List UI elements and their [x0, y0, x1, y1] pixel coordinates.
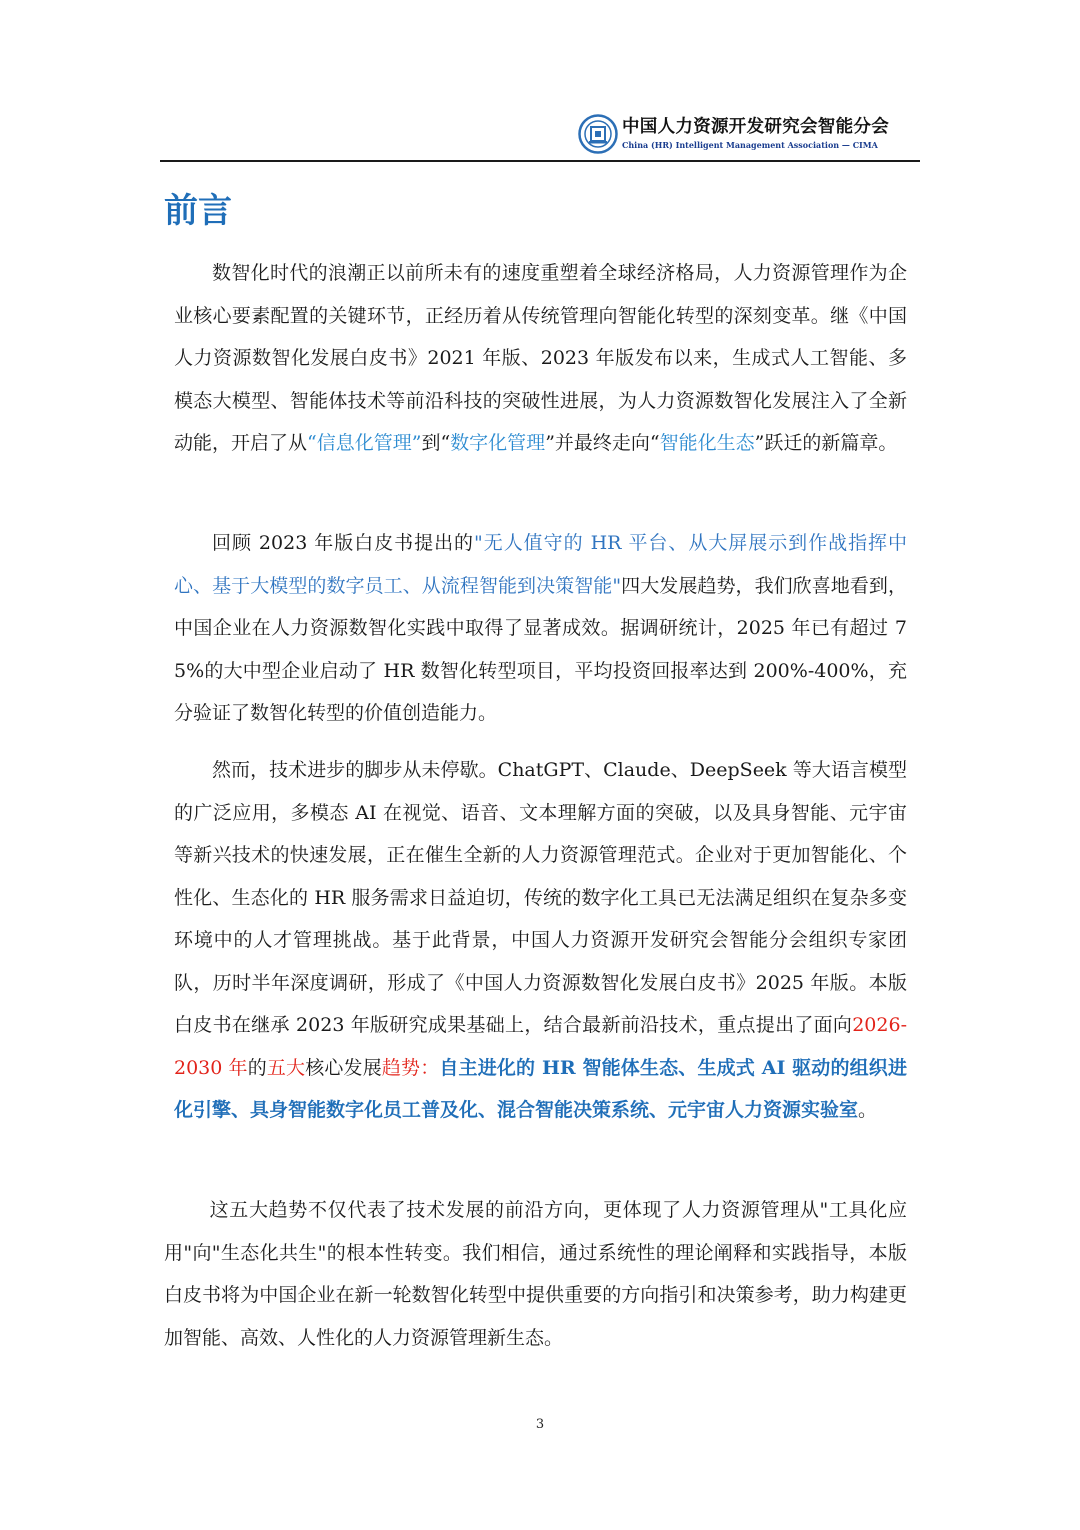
org-name-en: China (HR) Intelligent Management Association — CIMA	[622, 140, 878, 150]
page-number: 3	[535, 1417, 545, 1432]
p3-text-1: 然而，技术进步的脚步从未停歇。ChatGPT、Claude、DeepSeek 等大语言模型的广泛应用，多模态 AI 在视觉、语音、文本理解方面的突破，以及具身智能、元宇宙等新兴技术的快速发展，正在催生全新的人力资源管理范式。企业对于更加智能化、个性化、生态化的 HR 服务需求日益迫切，传统的数字化工具已无法满足组织在复杂多变环境中的人才管理挑战。基于此背景，中国人力资源开发研究会智能分会组织专家团队，历时半年深度调研，形成了《中国人力资源数智化发展白皮书》2025 年版。本版白皮书在继承 2023 年版研究成果基础上，结合最新前沿技术，重点提出了面向	[174, 759, 907, 1036]
paragraph-2	[174, 522, 907, 735]
p3-text-3: 核心发展	[305, 1056, 382, 1079]
p1-highlight-intelligent-ecology: 智能化生态	[659, 432, 755, 454]
p1-text-1: 数智化时代的浪潮正以前所未有的速度重塑着全球经济格局，人力资源管理作为企业核心要素配置的关键环节，正经历着从传统管理向智能化转型的深刻变革。继《中国人力资源数智化发展白皮书》2021 年版、2023 年版发布以来，生成式人工智能、多模态大模型、智能体技术等前沿科技的突破性进展，为人力资源数智化发展注入了全新动能，开启了从	[174, 262, 907, 454]
p3-highlight-five: 五大	[266, 1056, 306, 1079]
p3-text-4: 。	[858, 1099, 878, 1121]
paragraph-3	[174, 749, 907, 1132]
paragraph-4: 这五大趋势不仅代表了技术发展的前沿方向，更体现了人力资源管理从"工具化应用"向"生态化共生"的根本性转变。我们相信，通过系统性的理论阐释和实践指导，本版白皮书将为中国企业在新一轮数智化转型中提供重要的方向指引和决策参考，助力构建更加智能、高效、人性化的人力资源管理新生态。	[164, 1199, 907, 1349]
p1-highlight-informatization: “信息化管理”	[307, 432, 422, 454]
p3-highlight-years: 2026-2030 年	[174, 1014, 907, 1079]
p1-text-2: 到“	[421, 432, 451, 454]
p1-text-3: ”并最终走向“	[545, 432, 660, 454]
p3-highlight-five-trends: 自主进化的 HR 智能体生态、生成式 AI 驱动的组织进化引擎、具身智能数字化员工普及化、混合智能决策系统、元宇宙人力资源实验室	[174, 1056, 907, 1121]
p3-highlight-trend-label: 趋势：	[381, 1056, 440, 1079]
p2-text-1: 回顾 2023 年版白皮书提出的	[212, 532, 475, 554]
p2-text-2: 四大发展趋势，我们欣喜地看到，中国企业在人力资源数智化实践中取得了显著成效。据调研统计，2025 年已有超过 75%的大中型企业启动了 HR 数智化转型项目，平均投资回报率达到 200%-400%，充分验证了数智化转型的价值创造能力。	[174, 574, 907, 724]
cima-logo-icon	[578, 114, 618, 154]
p1-text-4: ”跃迁的新篇章。	[754, 432, 898, 454]
page-header	[160, 112, 920, 162]
paragraph-1	[174, 252, 907, 465]
organization-name	[622, 116, 920, 151]
org-name-cn: 中国人力资源开发研究会智能分会	[622, 117, 889, 137]
p3-text-2: 的	[247, 1056, 267, 1079]
section-title: 前言	[164, 191, 232, 231]
p1-highlight-digitalization: 数字化管理	[450, 432, 546, 454]
p2-highlight-four-trends: "无人值守的 HR 平台、从大屏展示到作战指挥中心、基于大模型的数字员工、从流程智能到决策智能"	[174, 532, 908, 597]
